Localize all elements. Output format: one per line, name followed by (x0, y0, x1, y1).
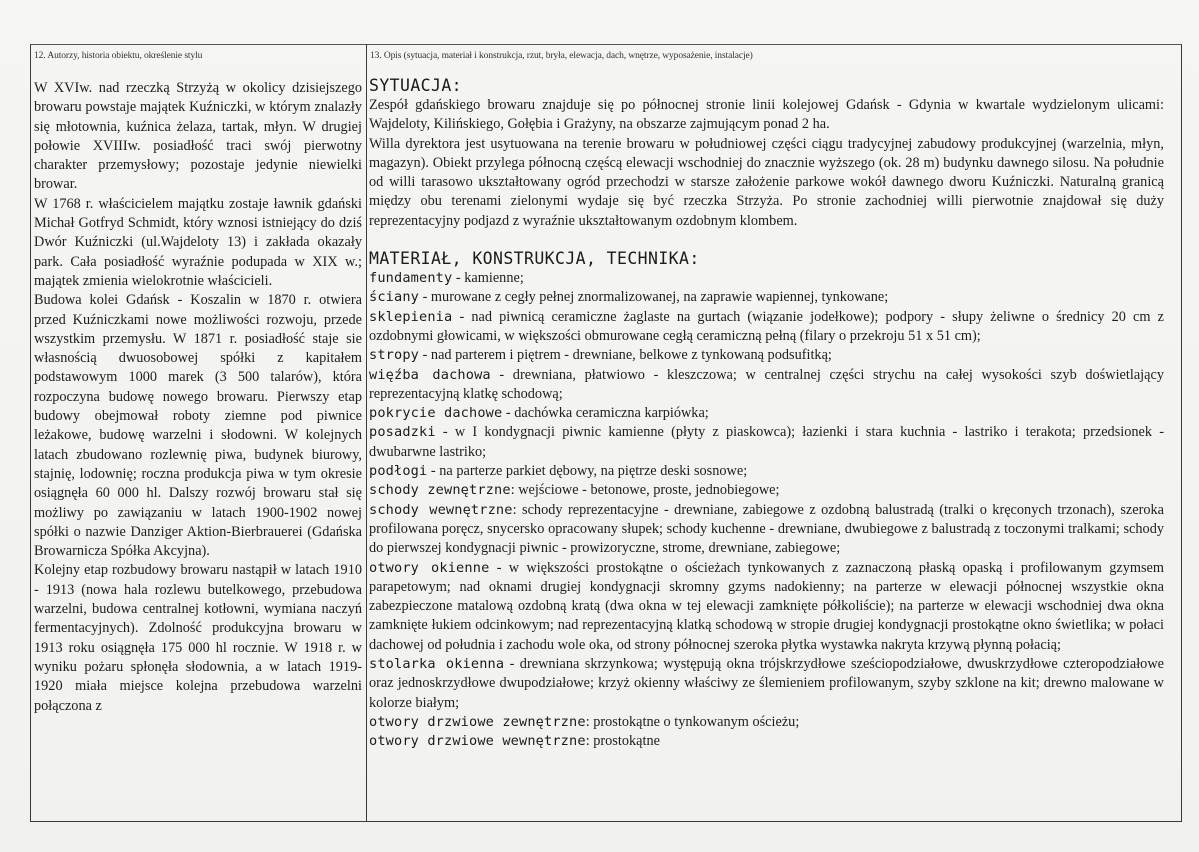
material-item (369, 404, 1164, 423)
material-text: - nad parterem i piętrem - drewniane, belkowe z tynkowaną podsufitką; (419, 347, 832, 364)
material-item (369, 269, 1164, 288)
material-text: - dachówka ceramiczna karpiówka; (502, 405, 709, 422)
material-term: schody wewnętrzne (369, 501, 513, 518)
material-text: - drewniana, płatwiowo - kleszczowa; w centralnej części strychu na całej wysokości szyb doświetlający reprezentacyjną klatkę schodową; (369, 366, 1164, 402)
materials-list (369, 269, 1164, 751)
material-text: - w większości prostokątne o ościeżach tynkowanych z zaznaczoną płaską opaską i profilowanym gzymsem parapetowym; nad oknami drugiej kondygnacji skromny gzyms nadokienny; na parterze w elewacji północnej wszystkie okna zabezpieczone matalową ozdobną kratą (dwa okna w tej elewacji zamknięte półkoliście); na parterze w elewacji wschodniej dwa okna zamknięte łukiem odcinkowym; nad reprezentacyjną klatką schodową w stropie drugiej kondygnacji prostokątne okno świetlika; w połaci dachowej od południa i zachodu wole oka, od strony północnej szeroka płytka wystawka nakryta krzywą płynną połacią; (369, 559, 1164, 653)
material-term: sklepienia (369, 308, 453, 325)
material-item (369, 655, 1164, 713)
material-term: podłogi (369, 463, 428, 480)
material-term: otwory okienne (369, 559, 490, 576)
materials-heading: MATERIAŁ, KONSTRUKCJA, TECHNIKA: (369, 249, 700, 269)
history-paragraph: Budowa kolei Gdańsk - Koszalin w 1870 r. otwiera przed Kuźniczkami nowe możliwości rozwoju, przede wszystkim przemysłu. W 1871 r. posiadłość staje sie własnością dwuosobowej spółki z kapitałem podstawowym 1000 marek (3 500 talarów), która rozpoczyna budowę nowego browaru. Pierwszy etap budowy obejmował roboty ziemne pod piwnice leżakowe, budowę warzelni i słodowni. W kolejnych latach zbudowano rozlewnię piwa, budynek biurowy, stajnię, lodownię; roczna produkcja piwa w tym okresie osiągnęła 60 000 hl. Dalszy rozwój browaru stał się możliwy po zawiązaniu w latach 1900-1902 nowej spółki o nazwie Danziger Aktion-Bierbrauerei (Gdańska Browarnicza Spółka Akcyjna). (34, 292, 362, 560)
material-text: : prostokątne (585, 733, 660, 750)
material-text: - murowane z cegły pełnej znormalizowanej, na zaprawie wapiennej, tynkowane; (419, 289, 889, 306)
right-column-header: 13. Opis (sytuacja, materiał i konstrukcja, rzut, bryła, elewacja, dach, wnętrze, wyposażenie, instalacje) (370, 51, 753, 61)
material-item (369, 288, 1164, 307)
material-term: otwory drzwiowe wewnętrzne (369, 733, 586, 750)
material-term: schody zewnętrzne (369, 482, 511, 499)
material-term: stropy (369, 347, 420, 364)
column-divider (366, 44, 367, 822)
history-paragraph: W 1768 r. właścicielem majątku zostaje ławnik gdański Michał Gotfryd Schmidt, który wznosi istniejący do dziś Dwór Kuźniczki (ul.Wajdeloty 13) i zakłada okazały park. Cała posiadłość wyraźnie podupada w XIX w.; majątek zmienia wielokrotnie właścicieli. (34, 195, 362, 289)
situation-paragraph: Zespół gdańskiego browaru znajduje się po północnej stronie linii kolejowej Gdańsk - Gdynia w kwartale wydzielonym ulicami: Wajdeloty, Kilińskiego, Gołębia i Grażyny, na obszarze zajmującym ponad 2 ha. (369, 97, 1164, 133)
situation-paragraph: Willa dyrektora jest usytuowana na terenie browaru w południowej części ciągu tradycyjnej zabudowy produkcyjnej (warzelnia, młyn, magazyn). Obiekt przylega północną częścą elewacji wschodniej do znacznie wyższego (ok. 28 m) budynku dawnego silosu. Na południe od willi tarasowo ukształtowany ogród przechodzi w starsze założenie parkowe wokół dawnego dworu Kuźniczki. Naturalną granicą między obu terenami zielonymi wydaje się być rzeczka Strzyża. Po stronie zachodniej willi pierwotnie znajdował się duży reprezentacyjny podjazd z wyraźnie ukształtowanym ozdobnym klombem. (369, 135, 1164, 229)
material-item (369, 559, 1164, 655)
left-column-header: 12. Autorzy, historia obiektu, określenie stylu (34, 51, 203, 61)
material-text: : schody reprezentacyjne - drewniane, zabiegowe z ozdobną balustradą (tralki o kręconych trzonach), szeroka profilowana poręcz, snycersko opracowany słupek; schody kuchenne - drewniane, dwubiegowe z balustradą z toczonymi tralkami; schody do pierwszej kondygnacji piwnic - prowizoryczne, strome, drewniane, zabiegowe; (369, 501, 1164, 557)
material-text: : prostokątne o tynkowanym ościeżu; (585, 713, 800, 730)
material-text: - kamienne; (452, 270, 524, 287)
material-text: - na parterze parkiet dębowy, na piętrze deski sosnowe; (427, 463, 748, 480)
material-text: : wejściowe - betonowe, proste, jednobiegowe; (510, 482, 780, 499)
material-term: otwory drzwiowe zewnętrzne (369, 713, 586, 730)
material-text: - w I kondygnacji piwnic kamienne (płyty z piaskowca); łazienki i stara kuchnia - lastriko i terakota; przedsionek - dwubarwne lastriko; (369, 424, 1164, 460)
material-term: fundamenty (369, 270, 453, 287)
history-paragraph: W XVIw. nad rzeczką Strzyżą w okolicy dzisiejszego browaru powstaje majątek Kuźniczki, w którym znalazły się młotownia, kuźnica żelaza, tartak, młyn. W drugiej połowie XVIIIw. posiadłość traci swój pierwotny charakter przemysłowy; pozostaje jedynie niewielki browar. (34, 80, 362, 193)
description-column (369, 76, 1164, 752)
history-paragraph: Kolejny etap rozbudowy browaru nastąpił w latach 1910 - 1913 (nowa hala rozlewu butelkowego, przebudowa warzelni, budowa centralnej kotłowni, wymiana naczyń fermentacyjnych). Zdolność produkcyjna browaru w 1913 roku osiągnęła 175 000 hl rocznie. W 1918 r. w wyniku pożaru spłonęła słodownia, a w latach 1919-1920 miała miejsce kolejna przebudowa warzelni połączona z (34, 562, 362, 714)
material-item (369, 346, 1164, 365)
material-term: więźba dachowa (369, 366, 491, 383)
material-item (369, 308, 1164, 347)
material-item (369, 366, 1164, 405)
material-term: ściany (369, 289, 420, 306)
material-item (369, 423, 1164, 462)
material-term: stolarka okienna (369, 656, 505, 673)
material-text: - drewniana skrzynkowa; występują okna trójskrzydłowe sześciopodziałowe, dwuskrzydłowe czteropodziałowe oraz jednoskrzydłowe dwupodziałowe; krzyż okienny właściwy ze ślemieniem profilowanym, szyby szklone na kit; drewno malowane w kolorze białym; (369, 656, 1164, 711)
material-item (369, 481, 1164, 500)
material-item (369, 462, 1164, 481)
material-text: - nad piwnicą ceramiczne żaglaste na gurtach (wiązanie jodełkowe); podpory - słupy żeliwne o średnicy 20 cm z ozdobnymi głowicami, w większości obmurowane cegłą ceramiczną pełną (filary o przekroju 51 x 51 cm); (369, 308, 1164, 344)
material-term: posadzki (369, 424, 436, 441)
material-item (369, 501, 1164, 559)
material-item (369, 713, 1164, 732)
history-column (34, 79, 362, 716)
material-item (369, 732, 1164, 751)
situation-heading: SYTUACJA: (369, 76, 463, 95)
material-term: pokrycie dachowe (369, 405, 503, 422)
